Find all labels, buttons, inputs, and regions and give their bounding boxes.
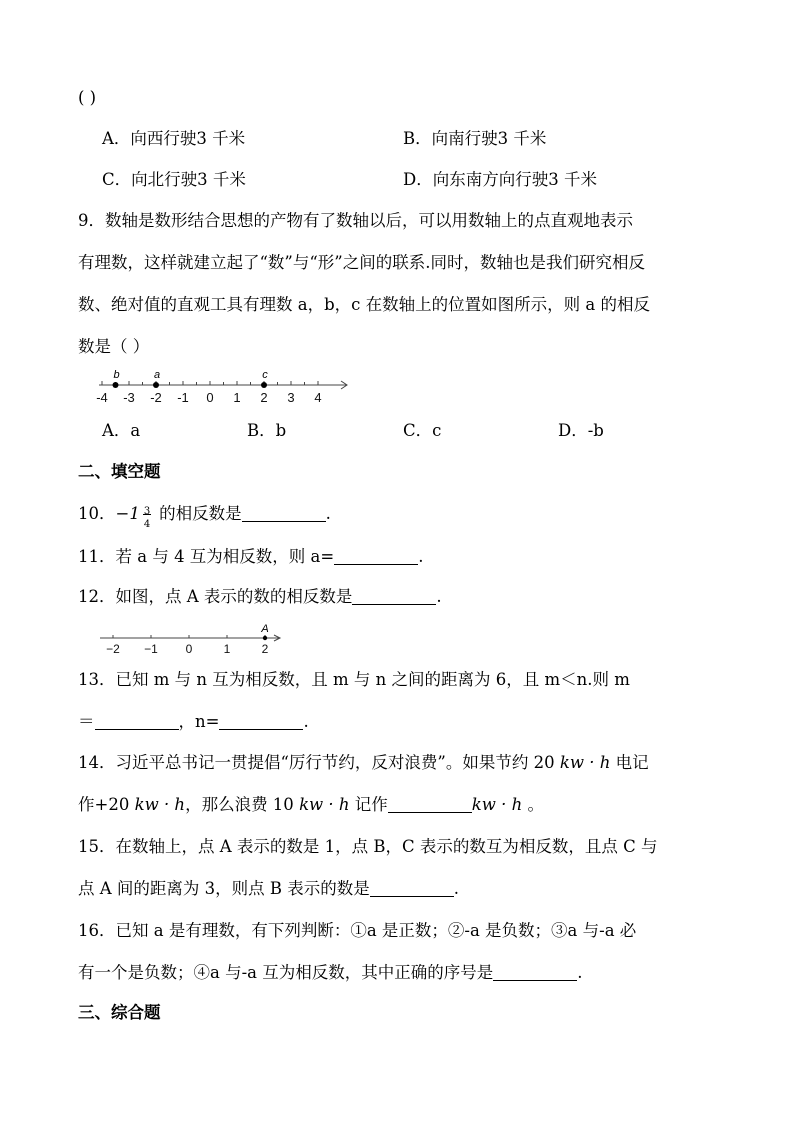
q8-option-c: C．向北行驶3 千米 [102,170,246,189]
tick-label: −1 [144,642,158,656]
q9-text-line-4: 数是（ ） [78,337,150,356]
q9-text-line-3: 数、绝对值的直观工具有理数 a，b，c 在数轴上的位置如图所示，则 a 的相反 [78,295,650,314]
tick-label: -2 [150,390,162,405]
q9-number-line [95,366,357,408]
q14-text-line-1: 14．习近平总书记一贯提倡“厉行节约，反对浪费”。如果节约 20 kw · h 电记 [78,753,649,772]
q16-answer-blank[interactable] [493,962,577,981]
q13-text-line-1: 13．已知 m 与 n 互为相反数，且 m 与 n 之间的距离为 6，且 m＜n.则 m [78,670,630,689]
q10-whole: −1 [115,504,140,523]
tick-label: 2 [260,390,268,405]
tick-label: -4 [96,390,108,405]
section-heading-comprehensive: 三、综合题 [78,1003,161,1022]
point-A [263,636,267,640]
tick-label: 1 [233,390,241,405]
q13-text-line-2: ＝ ，n= . [78,712,309,731]
tick-label: 3 [287,390,295,405]
tick-label: -1 [177,390,189,405]
q11-text: 11．若 a 与 4 互为相反数，则 a= . [78,547,424,566]
q14-answer-blank[interactable] [388,794,472,813]
q8-option-a: A．向西行驶3 千米 [102,129,246,148]
q14-unit: kw · h [559,753,611,772]
tick-label: -3 [123,390,135,405]
q10-number: 10． [78,504,116,523]
q16-text-line-2: 有一个是负数；④a 与-a 互为相反数，其中正确的序号是 . [78,963,583,982]
q9-option-c: C．c [403,421,442,440]
q10-fraction: 3 4 [143,506,151,530]
q10-answer-blank[interactable] [242,503,326,522]
q15-text-line-2: 点 A 间的距离为 3，则点 B 表示的数是 . [78,879,460,898]
tick-label: 1 [223,642,231,656]
point-label-A: A [261,623,269,635]
q12-text: 12．如图，点 A 表示的数的相反数是 . [78,587,442,606]
point-label-a: a [153,369,161,381]
q14-text-line-2: 作+20 kw · h，那么浪费 10 kw · h 记作 kw · h 。 [78,795,545,814]
q10-text: 10．−1 3 4 的相反数是 . [78,504,331,530]
point-a [153,382,159,388]
q8-option-d: D．向东南方向行驶3 千米 [403,170,597,189]
tick-label: 4 [314,390,322,405]
point-c [261,382,267,388]
section-heading-fill-in: 二、填空题 [78,462,161,481]
q9-text-line-2: 有理数，这样就建立起了“数”与“形”之间的联系.同时，数轴也是我们研究相反 [78,253,645,272]
q10-prompt: 的相反数是 [153,504,242,523]
tick-label: 0 [206,390,214,405]
point-label-c: c [262,369,268,381]
q9-option-a: A．a [102,421,141,440]
q15-text-line-1: 15．在数轴上，点 A 表示的数是 1，点 B，C 表示的数互为相反数，且点 C 与 [78,837,658,856]
point-label-b: b [113,369,120,381]
q13-answer-blank-m[interactable] [95,711,179,730]
point-b [113,382,119,388]
q12-number-line [100,618,285,656]
q16-text-line-1: 16．已知 a 是有理数，有下列判断：①a 是正数；②-a 是负数；③a 与-a 必 [78,921,637,940]
q9-option-d: D．-b [558,421,604,440]
tick-label: 2 [261,642,269,656]
q8-answer-bracket: ( ) [78,88,97,107]
q11-answer-blank[interactable] [334,546,418,565]
q12-answer-blank[interactable] [352,586,436,605]
q9-text-line-1: 9．数轴是数形结合思想的产物有了数轴以后，可以用数轴上的点直观地表示 [78,211,633,230]
tick-label: −2 [106,642,120,656]
q9-option-b: B．b [247,421,287,440]
tick-label: 0 [185,642,193,656]
q13-answer-blank-n[interactable] [219,711,303,730]
q8-option-b: B．向南行驶3 千米 [403,129,547,148]
q15-answer-blank[interactable] [370,878,454,897]
